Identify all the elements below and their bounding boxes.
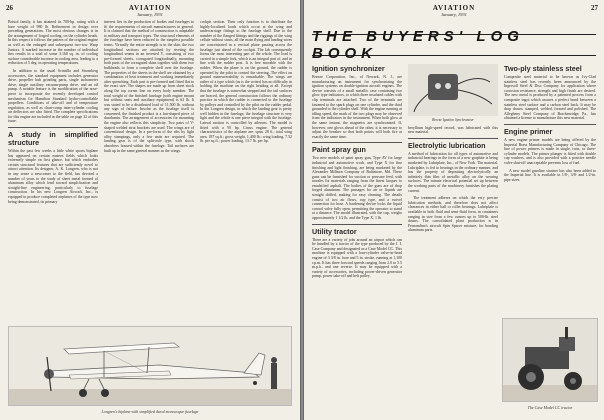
article-title: Electrolytic lubrication bbox=[408, 140, 486, 150]
paragraph: A method of lubrication for all types of automotive and industrial bearings in the form of a new graphite is being marketed by Lubriplate, Inc., of New York. The material, Lubriplate, is fed to bearings in the ordinary manner, and has the property of depositing electrolytically an infinitely thin film of metallic alloy on the wearing surfaces. The minute electrical potential set up between the working parts of the machinery furnishes the plating current. bbox=[408, 151, 498, 193]
tractor-photo bbox=[502, 318, 598, 402]
divider bbox=[312, 142, 402, 143]
paragraph: A new engine primer models are being offered by the Imperial Brass Manufacturing Company of Chicago. The line of power primers is made in single, twin, or three-cylinder models. The primer plunger is fitted with double cup washers, and is also provided with a positive needle valve shut-off unacceptable prevents loss of fuel. bbox=[504, 137, 596, 165]
article-title: Utility tractor bbox=[312, 226, 357, 236]
paragraph: Within the past few weeks a little white sports biplane has appeared on certain eastern fields which looks extremely simple on first glance, but which embodies certain structural features that are sufficiently novel to attract attention. Its designer, A. K. Longren, who is not in any sense a newcomer to the field, has devoted a number of years to the study of sheet metal formed of aluminum alloy which lend toward simplification and straight-line engineering, particularly to fuselage construction. In his new Longren Aircraft, Inc., is equipped to produce completed airplanes of the type now being demonstrated, its primary bbox=[8, 149, 98, 204]
paragraph: There are a variety of jobs around an airport which can be handled by a tractor of the type produced by the J. I. Case Company and designated as a Case Model CC. This machine is equipped with a four-cylinder valve-in-head engine of 3 3/8 in. bore and 5 in. stroke, running at 1,100 r.p.m. It has three forward speeds ranging from 2.0 to 5.5 m.p.h., and one reverse. It may be equipped with a variety of accessories, including power-driven generator pump, power take-off and belt pulley. bbox=[312, 237, 402, 279]
left-page bbox=[0, 0, 300, 420]
page-number: 27 bbox=[591, 4, 598, 12]
paragraph: A new model gasoline strainer has also been added to the Imperial line. It is available in 1/8-, 3/8- and 1/2-in. pipe sizes. bbox=[504, 168, 596, 182]
biplane-photo bbox=[8, 326, 292, 406]
article-title: Two-ply stainless steel bbox=[504, 64, 582, 73]
column-1 bbox=[312, 62, 402, 412]
paragraph: Bristol family, it has attained its 700-hp. rating with a bare weight of 980 lb. Refinement in design over preceding generations. The most obvious changes is in the arrangement of forged cooling, on the cylinder heads. In this respect it follows the pattern of the original engine as well as the enlarged and subsequent two-row Wasp Juniors. A marked increase in the number of individual fins results in a total of some 3,160 sq. in. of cooling surface considerable increase in cooling area, leading to a reduction of 5 deg. in operating temperatures. bbox=[8, 20, 98, 66]
paragraph: Breeze Corporation, Inc., of Newark, N. J., are manufacturing an instrument for synchronizing the ignition systems on double-ignition aircraft engines. The device consists of a small metallic case containing two glow type indicators, to which three insulated cables with clip terminals are attached. Two of the terminals are fastened to the spark plugs on one cylinder, and the third grounded to the cylinder shell. With the engine running at idling speed, the mark of the two plugs may be observed from the indicators in the instrument. When both glow at the same instant, the magnetos are synchronized. If, however, one glows ahead of the other, it is necessary to adjust the breaker so that both points will both fire at exactly the same time. bbox=[312, 75, 402, 139]
photo-caption: Longren's biplane with simplified dural monocoque fuselage bbox=[101, 409, 199, 414]
column-2 bbox=[408, 62, 498, 412]
article-title: Engine primer bbox=[504, 126, 553, 136]
right-page bbox=[304, 0, 604, 420]
paragraph: Composite steel material to be known as Ivy-Clad stainless steel has recently been announced by the Ingersoll Steel & Disc Company for application where corrosion resistance, strength and high finish are desired. The new metal is produced by a patented process from a composite ingot which assures a perfect bond between a stainless steel surface and a carbon steel back. It may be drop drawn, stamped, welded, formed and polished. The Allegheny Steel Company of Brackenridge, Pa., has obtained a license to manufacture this new material. bbox=[504, 75, 596, 121]
paragraph: In addition to the usual Scintilla and Stromberg accessories, the standard equipment includes generator drive, propeller hub grinding parts, single tachometer drive, single auxiliary vacuum-pump drive, and an oil pump. A notable feature is the modification of the nose-piece to incorporate the recently developed control mechanism for Hamilton Standard hydro-controllable propellers. Conditions of take-off and of temperature regulation, as well as chart-comp inter-cylinder cooling air deflectors are also fitted. The complete specifications for this engine are included in the table on page 32 of this issue. bbox=[8, 68, 98, 124]
running-head-date: January, 1931 bbox=[441, 12, 467, 17]
column-3 bbox=[200, 20, 292, 320]
paragraph: cockpit section. Their only function is to distribute the highly-localized loads which occur at the wing and undercarriage fittings to the fuselage shell. Due to the number of the flanged fittings and the riggings of the wing cellule without struts, all the main flying and landing wires are concentrated in a vertical plane passing across the fuselage just ahead of the cockpit. The lab consequently forms the most interesting part of the whole. The load is carried in a simple fork, which is an integral part of, and in line with the rudder post. It is free movable with the rudder. When the plane is on the ground, the rudder is operated by the pilot to control the steering. The effect on ground maneuverability is remarkable. The wings are rather of a type which (as is the writer) has no difficulty in holding the machine on the right heading at all. Except that the fuselage is somewhat stepped and the tail surfaces are braced, the general construction follows the ordinary practice in which the rudder is connected to the fuselage by pulleys and controlled by the pilot on the rudder pedal. In the Longren design, in which the landing gear is pretty well hidden in the fuselage, the fuselage structure is very light and the whole is one piece integral with the fuselage. Lateral motion is controlled by ailerons. The model is fitted with a 95 hp. Cirrus engine. The general characteristics of the airplane are: span, 28 ft.; total wing area, 187 sq.ft.; gross weight, 1,400 lb.; wing loading, 7.52 lb. per sq.ft.; power loading, 13.7 lb. per hp. bbox=[200, 20, 292, 144]
ignition-device-photo bbox=[408, 64, 498, 116]
running-head bbox=[304, 4, 604, 17]
column-1 bbox=[8, 20, 98, 320]
article-title: Paint spray gun bbox=[312, 145, 366, 155]
paragraph: The treatment adheres on which the very precise lubrication methods, and therefore does not affect clearances in either ball or roller bearings. Lubriplate is available in both fluid and semi-fluid form, in containers ranging in size from a few ounces up to 500-lb. steel drums. The consolidated plant production is in Fernandino's aircraft Spin Spacer mixture, for bonding aluminum parts. bbox=[408, 196, 498, 233]
paragraph: Two new models of paint spray gun, Type AV for large industrial and automotive work, and Type X for fine finishing and light finishing, are being marketed by the Alexander Milburn Company of Baltimore, Md. These guns can be furnished for suction or pressure feed, with nozzles for materials ranging from the finest lacquer to emulsified asphalt. The bodies of the guns are of drop forged aluminum. The passages for air or liquids are straight drilled, making for easy cleaning. The details consist of two air flows, cup type, and a swivel connection for hose. A hardening device locks the liquid control valve fully open, permitting the operator to stand at a distance. The model illustrated, with the cup, weighs approximately 1 1/2 lb. and the Type X, 1 lb. bbox=[312, 156, 402, 221]
page-number: 26 bbox=[6, 4, 13, 12]
running-head-title: AVIATION bbox=[432, 4, 476, 12]
photo-caption: The Case Model CC tractor bbox=[527, 405, 573, 410]
column-3 bbox=[504, 62, 596, 312]
section-banner: THE BUYERS' LOG BOOK bbox=[312, 34, 596, 56]
photo-caption: Breeze Ignition Synchronizer bbox=[432, 118, 474, 122]
article-title: A study in simplified structure bbox=[8, 130, 98, 148]
running-head-title: AVIATION bbox=[128, 4, 172, 12]
running-head bbox=[0, 4, 300, 17]
article-title: Ignition synchronizer bbox=[312, 64, 385, 73]
running-head-date: January, 1931 bbox=[137, 12, 163, 17]
divider bbox=[408, 138, 498, 139]
column-2 bbox=[104, 20, 194, 320]
paragraph: interest lies in the production of bodies and fuselages to fit the requirements of aircraft manufacturers in general. It is claimed that the method of construction is adaptable to military and transport types. The structural elements of the fuselage have been reduced to the simplest possible terms. Virtually the entire strength is in the skin, the two longitudinal sections are attached by riveting the longitudinal seams in an inverted V, consisting of two pre-formed sheets, corrugated longitudinally, mounting both parts of the corrugated skins together with them two bulkheads to form a complete shell over the fuselage. The properties of the sheets in the shell are obtained by a combination of heat treatment and working immediately after quenching. Each part is pre-formed and fitted flat to the exact size. The shapes are made up from sheet stock along the top corner line on every body member. The total weight of the finished fuselage (with engine mount but without seats and auxiliary equipment) is 62 lb. It was stated to be a distributed load of 11,500 lb. without any sign of failure. Insofar as the fuselage itself is concerned, the finished product is a fan-shaped piece of duralumin. The arrangement of accessories for mounting the engine also reflects this simplicity. Two pairs of V-shaped welded strut brackets are used. The wings are of conventional design. In a pre-form of the ribs by light alloy stampings, only a few units are required. The landing gear is of the split-axle type, with shock absorbers housed within the fuselage. Tail surfaces are built up in the same general manner as the wings. bbox=[104, 20, 194, 153]
divider bbox=[504, 124, 596, 125]
divider bbox=[312, 224, 402, 225]
paragraph: beryllium high-speed record, was lubricated with this new material. bbox=[408, 125, 498, 135]
divider bbox=[8, 127, 98, 128]
